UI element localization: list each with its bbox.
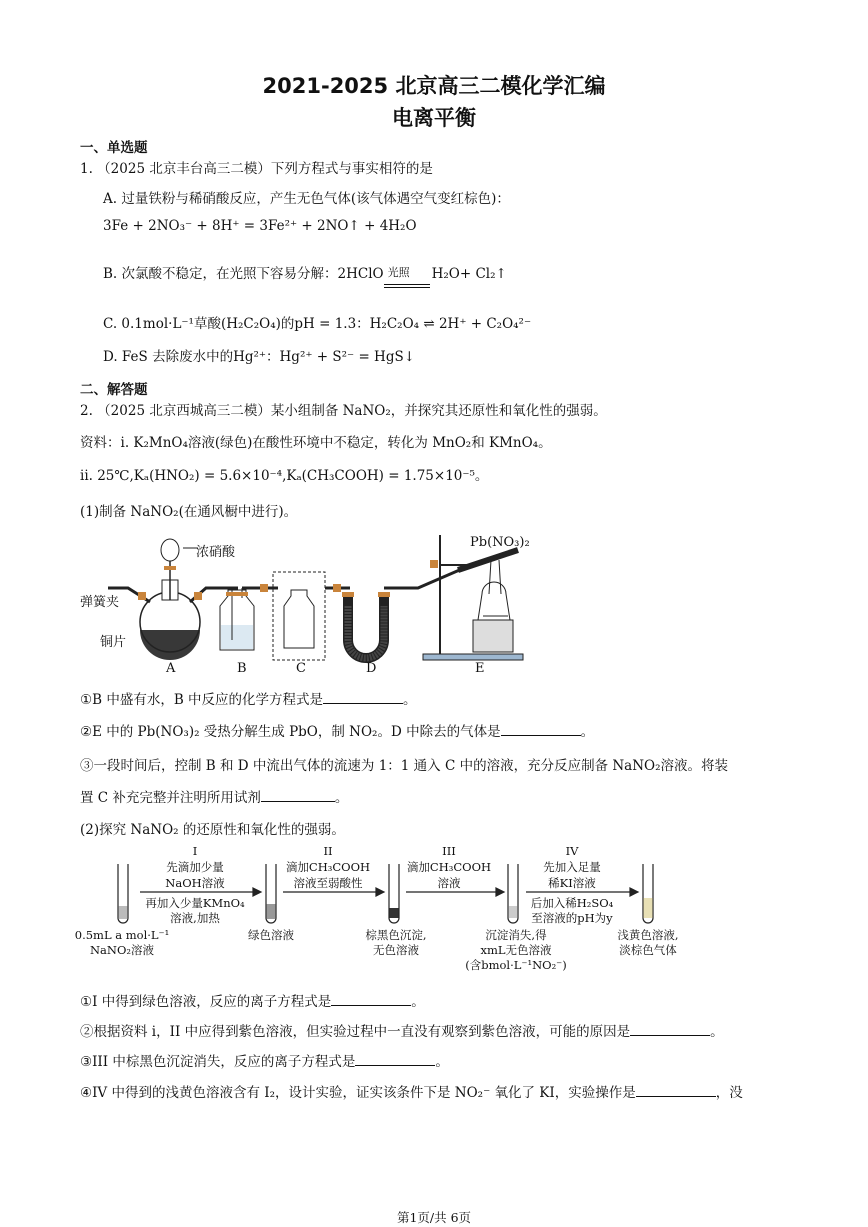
option-c: C. 0.1mol·L⁻¹草酸(H₂C₂O₄)的pH = 1.3：H₂C₂O₄ ⇌ 2H⁺ + C₂O₄²⁻ [103,316,532,332]
sub-question-2-2 [80,1020,724,1040]
tube-0-label-1: 0.5mL a mol·L⁻¹ [74,928,170,942]
label-a: A [166,661,176,676]
part-2-heading: (2)探究 NaNO₂ 的还原性和氧化性的强弱。 [80,822,345,838]
label-acid: 浓硝酸 [196,545,236,560]
sub-question-2-4 [80,1081,743,1101]
separatory-funnel [161,539,179,561]
answer-blank[interactable] [501,723,581,736]
step-1-num: I [192,844,198,858]
answer-blank[interactable] [630,1023,710,1036]
label-copper: 铜片 [100,635,127,650]
option-a: A. 过量铁粉与稀硝酸反应，产生无色气体(该气体遇空气变红棕色)： [103,191,510,207]
step-4-num: IV [565,844,579,858]
period: 。 [435,1054,449,1070]
tube-3-label-3: (含bmol·L⁻¹NO₂⁻) [465,958,567,972]
label-pb: Pb(NO₃)₂ [470,535,530,550]
period: 。 [334,790,349,806]
period: 。 [710,1024,724,1040]
sub-question-1-1 [80,688,417,708]
section-heading: 一、单选题 [80,140,148,156]
option-b-products: H₂O+ Cl₂↑ [431,266,507,282]
sub-question-text: ①B 中盛有水，B 中反应的化学方程式是 [80,692,324,708]
step-2-top1: 滴加CH₃COOH [285,860,371,874]
option-a-equation: 3Fe + 2NO₃⁻ + 8H⁺ = 3Fe²⁺ + 2NO↑ + 4H₂O [103,218,417,234]
label-e: E [475,661,485,676]
step-3-num: III [442,844,456,858]
answer-blank[interactable] [261,789,335,802]
condition-label: 光照 [387,266,410,279]
step-1-bot2: 溶液,加热 [170,911,220,925]
period: 。 [580,724,595,740]
sub-question-text: ②E 中的 Pb(NO₃)₂ 受热分解生成 PbO，制 NO₂。D 中除去的气体是 [80,724,501,740]
page-subtitle: 电离平衡 [392,106,476,130]
answer-blank[interactable] [323,691,403,704]
tube-2-label-1: 棕黑色沉淀, [365,928,427,942]
sub-question-2-3 [80,1050,449,1070]
step-2-top2: 溶液至弱酸性 [293,876,363,890]
option-d: D. FeS 去除废水中的Hg²⁺：Hg²⁺ + S²⁻ = HgS↓ [103,349,416,365]
section-heading: 二、解答题 [80,382,148,398]
sub-question-text: ③III 中棕黑色沉淀消失，反应的离子方程式是 [80,1054,356,1070]
step-1-top1: 先滴加少量 [166,860,224,874]
tube-0-label-2: NaNO₂溶液 [89,943,155,957]
label-c: C [296,661,306,676]
tube-3-label-1: 沉淀消失,得 [485,928,547,942]
step-1-bot1: 再加入少量KMnO₄ [145,896,245,910]
page-title: 2021-2025 北京高三二模化学汇编 [262,74,606,98]
period: 。 [403,692,417,708]
sub-question-2-1 [80,990,425,1010]
answer-blank[interactable] [636,1084,716,1097]
step-2-num: II [323,844,333,858]
step-4-top2: 稀KI溶液 [548,876,596,890]
apparatus-diagram [78,530,538,680]
tube-1-label: 绿色溶液 [248,928,294,942]
apparatus-svg [78,530,538,680]
label-d: D [366,661,377,676]
step-4-top1: 先加入足量 [543,860,601,874]
tube-2-label-2: 无色溶液 [373,943,419,957]
info-i: 资料：i. K₂MnO₄溶液(绿色)在酸性环境中不稳定，转化为 MnO₂和 KMnO₄。 [80,435,552,451]
step-4-bot1: 后加入稀H₂SO₄ [530,896,614,910]
continuation: ，没 [715,1085,743,1101]
step-3-top1: 滴加CH₃COOH [406,860,492,874]
part-1-heading: (1)制备 NaNO₂(在通风橱中进行)。 [80,504,298,520]
tube-4-label-1: 浅黄色溶液, [617,928,679,942]
page-footer: 第1页/共 6页 [396,1210,472,1225]
info-ii: ii. 25℃,Kₐ(HNO₂) = 5.6×10⁻⁴,Kₐ(CH₃COOH) = 1.75×10⁻⁵。 [80,468,489,484]
question-2-stem: 2. （2025 北京西城高三二模）某小组制备 NaNO₂，并探究其还原性和氧化性的强弱。 [80,403,607,419]
label-clip: 弹簧夹 [80,595,120,610]
sub-question-text: ④IV 中得到的浅黄色溶液含有 I₂，设计实验，证实该条件下是 NO₂⁻ 氧化了 KI，实验操作是 [80,1085,636,1101]
tube-4-label-2: 淡棕色气体 [619,943,677,957]
question-1-stem: 1. （2025 北京丰台高三二模）下列方程式与事实相符的是 [80,161,433,177]
sub-question-1-3-cont [80,786,348,806]
step-1-top2: NaOH溶液 [165,876,225,890]
period: 。 [411,994,425,1010]
step-4-bot2: 至溶液的pH为y [531,911,613,925]
option-b-text: B. 次氯酸不稳定，在光照下容易分解：2HClO [103,266,384,282]
answer-blank[interactable] [331,993,411,1006]
label-b: B [237,661,247,676]
option-b [103,262,507,282]
sub-question-text: 置 C 补充完整并注明所用试剂 [80,790,261,806]
answer-blank[interactable] [355,1053,435,1066]
sub-question-text: ②根据资料 i，II 中应得到紫色溶液，但实验过程中一直没有观察到紫色溶液，可能的原因是 [80,1024,631,1040]
tube-3-label-2: xmL无色溶液 [480,943,552,957]
step-3-top2: 溶液 [437,876,461,890]
sub-question-1-3: ③一段时间后，控制 B 和 D 中流出气体的流速为 1：1 通入 C 中的溶液，充分反应制备 NaNO₂溶液。将装 [80,758,729,774]
sub-question-1-2 [80,720,594,740]
sub-question-text: ①I 中得到绿色溶液，反应的离子方程式是 [80,994,332,1010]
